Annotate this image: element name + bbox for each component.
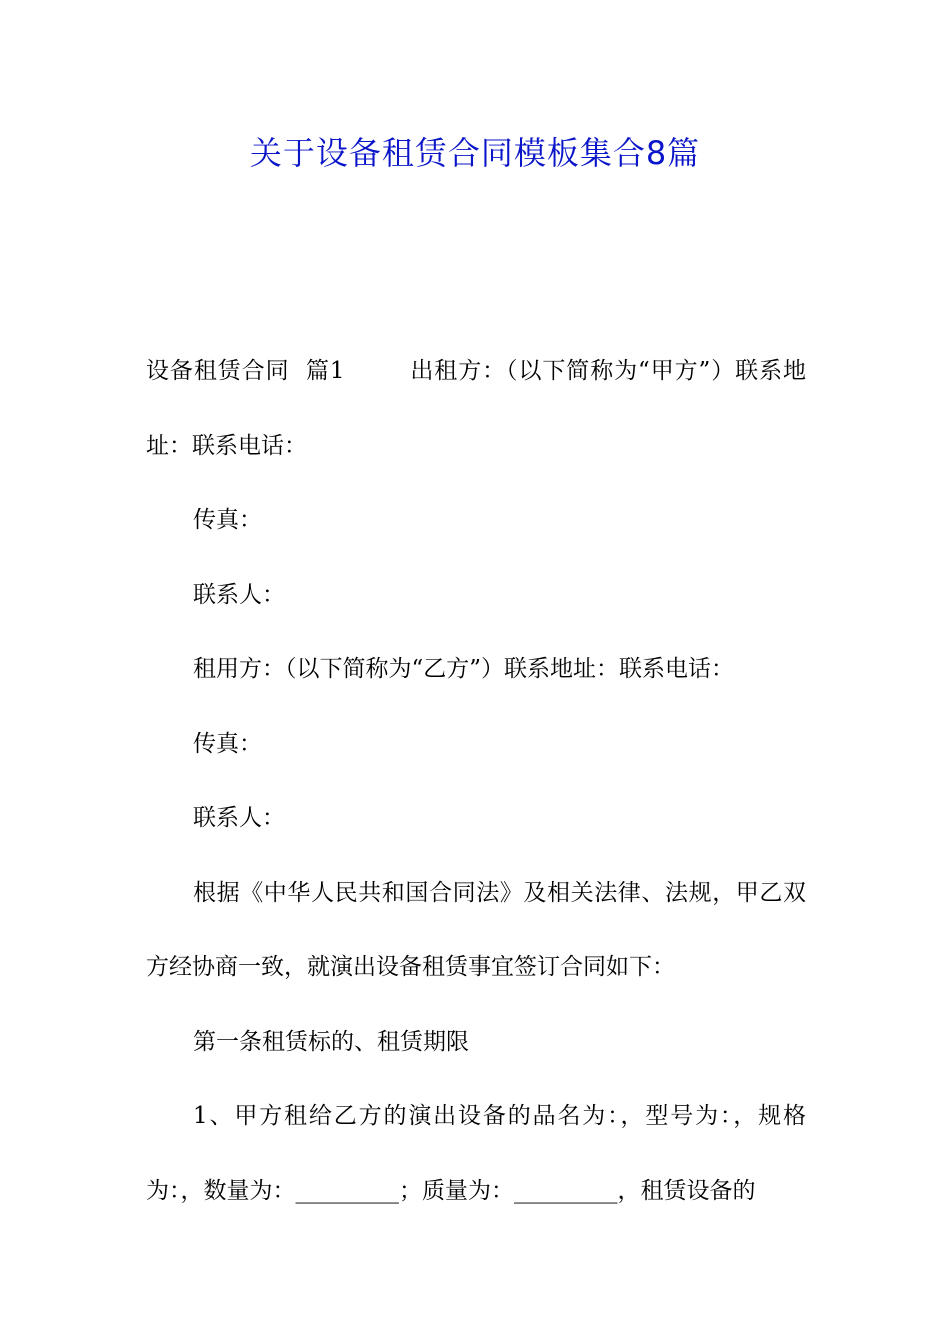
paragraph-intro: 设备租赁合同 篇1 出租方：（以下简称为“甲方”）联系地址：联系电话： (146, 358, 806, 459)
paragraph-article-1-item-1: 1、甲方租给乙方的演出设备的品名为：，型号为：，规格为：，数量为：_________；质量为：_________，租赁设备的 (146, 1103, 806, 1204)
paragraph-lessee-fax: 传真： (193, 730, 262, 757)
paragraph-legal-basis: 根据《中华人民共和国合同法》及相关法律、法规，甲乙双方经协商一致，就演出设备租赁事宜签订合同如下： (146, 879, 806, 980)
paragraph-lessor-fax: 传真： (193, 507, 262, 533)
paragraph-lessee: 租用方：（以下简称为“乙方”）联系地址：联系电话： (193, 656, 735, 682)
paragraph-lessor-contact: 联系人： (193, 581, 285, 608)
document-title: 关于设备租赁合同模板集合8篇 (249, 134, 701, 172)
document-body (146, 334, 806, 1228)
paragraph-article-1-heading: 第一条租赁标的、租赁期限 (193, 1028, 469, 1055)
paragraph-lessee-contact: 联系人： (193, 805, 285, 831)
